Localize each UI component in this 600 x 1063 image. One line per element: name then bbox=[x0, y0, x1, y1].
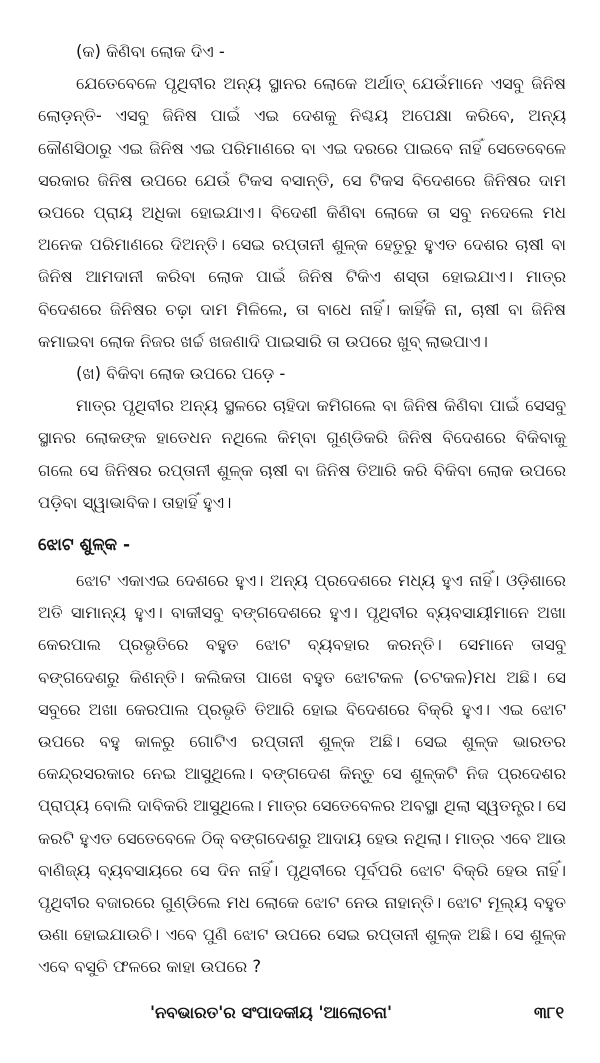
subheading-b: (ଖ) ବିକିବା ଲୋକ ଉପରେ ପଡ଼େ - bbox=[76, 364, 286, 384]
paragraph-a: ଯେତେବେଳେ ପୃଥିବୀର ଅନ୍ୟ ସ୍ଥାନର ଲୋକେ ଅର୍ଥାତ୍ ଯେଉଁମାନେ ଏସବୁ ଜିନିଷ ଲୋଡ଼ନ୍ତି- ଏସବୁ ଜିନିଷ ପାଇଁ ଏଇ ଦେଶକୁ ନିଶ୍ଚୟ ଅପେକ୍ଷା କରିବେ, ଅନ୍ୟ କୌଣସିଠାରୁ ଏଇ ଜିନିଷ ଏଇ ପରିମାଣରେ ବା ଏଇ ଦରରେ ପାଇବେ ନାହିଁ ସେତେବେଳେ ସରକାର ଜିନିଷ ଉପରେ ଯେଉଁ ଟିକସ ବସାନ୍ତି, ସେ ଟିକସ ବିଦେଶରେ ଜିନିଷର ଦାମ ଉପରେ ପ୍ରାୟ ଅଧିକା ହୋଇଯାଏ। ବିଦେଶୀ କିଣିବା ଲୋକେ ତା ସବୁ ନଦେଲେ ମଧ ଅନେକ ପରିମାଣରେ ଦିଅନ୍ତି। ସେଇ ରପ୍ତାନୀ ଶୁଳ୍କ ହେତୁରୁ ହୁଏତ ଦେଶର ଚାଷୀ ବା ଜିନିଷ ଆମଦାନୀ କରିବା ଲୋକ ପାଇଁ ଜିନିଷ ଟିକିଏ ଶସ୍ତା ହୋଇଯାଏ। ମାତ୍ର ବିଦେଶରେ ଜିନିଷର ଚଢ଼ା ଦାମ ମିଳିଲେ, ତା ବାଧେ ନାହିଁ। କାହିଁକି ନା, ଚାଷୀ ବା ଜିନିଷ କମାଇବା ଲୋକ ନିଜର ଖର୍ଚ୍ଚ ଖଜଣାଦି ପାଇସାରି ତା ଉପରେ ଖୁବ୍ ଲାଭପାଏ। bbox=[38, 74, 566, 351]
page-number: ୩୮୧ bbox=[534, 1003, 564, 1022]
main-text bbox=[38, 36, 566, 984]
subheading-a: (କ) କିଣିବା ଲୋକ ଦିଏ - bbox=[76, 42, 225, 61]
page-footer bbox=[0, 1003, 600, 1037]
footer-title: 'ନବଭାରତ'ର ସଂପାଦକୀୟ 'ଆଲୋଚନା' bbox=[150, 1003, 392, 1022]
section-heading-jute-tax: ଝୋଟ ଶୁଳ୍କ - bbox=[38, 535, 131, 556]
paragraph-jute: ଝୋଟ ଏକାଏଇ ଦେଶରେ ହୁଏ। ଅନ୍ୟ ପ୍ରଦେଶରେ ମଧ୍ୟ ହୁଏ ନାହିଁ। ଓଡ଼ିଶାରେ ଅତି ସାମାନ୍ୟ ହୁଏ। ବାକୀସବୁ ବଙ୍ଗଦେଶରେ ହୁଏ। ପୃଥିବୀର ବ୍ୟବସାୟୀମାନେ ଅଖା କେରପାଲ ପ୍ରଭୃତିରେ ବହୁତ ଝୋଟ ବ୍ୟବହାର କରନ୍ତି। ସେମାନେ ତାସବୁ ବଙ୍ଗଦେଶରୁ କିଣନ୍ତି। କଲିକତା ପାଖେ ବହୁତ ଝୋଟକଳ (ଚଟକଳ)ମଧ ଅଛି। ସେ ସବୁରେ ଅଖା କେରପାଲ ପ୍ରଭୃତି ତିଆରି ହୋଇ ବିଦେଶରେ ବିକ୍ରି ହୁଏ। ଏଇ ଝୋଟ ଉପରେ ବହୁ କାଳରୁ ଗୋଟିଏ ରପ୍ତାନୀ ଶୁଳ୍କ ଅଛି। ସେଇ ଶୁଳ୍କ ଭାରତର କେନ୍ଦ୍ରସରକାର ନେଇ ଆସୁଥିଲେ। ବଙ୍ଗଦେଶ କିନ୍ତୁ ସେ ଶୁଳ୍କଟି ନିଜ ପ୍ରଦେଶର ପ୍ରାପ୍ୟ ବୋଲି ଦାବିକରି ଆସୁଥିଲେ। ମାତ୍ର ସେତେବେଳର ଅବସ୍ଥା ଥିଲା ସ୍ୱତନ୍ତ୍ର। ସେ କରଟି ହୁଏତ ସେତେବେଳେ ଠିକ୍ ବଙ୍ଗଦେଶରୁ ଆଦାୟ ହେଉ ନଥିଲା। ମାତ୍ର ଏବେ ଆଉ ବାଣିଜ୍ୟ ବ୍ୟବସାୟରେ ସେ ଦିନ ନାହିଁ। ପୃଥିବୀରେ ପୂର୍ବପରି ଝୋଟ ବିକ୍ରି ହେଉ ନାହିଁ। ପୃଥିବୀର ବଜାରରେ ଗୁଣ୍ଡିଲେ ମଧ ଲୋକେ ଝୋଟ ନେଉ ନାହାନ୍ତି। ଝୋଟ ମୂଲ୍ୟ ବହୁତ ଊଣା ହୋଇଯାଉଚି। ଏବେ ପୁଣି ଝୋଟ ଉପରେ ସେଇ ରପ୍ତାନୀ ଶୁଳ୍କ ଅଛି। ସେ ଶୁଳ୍କ ଏବେ ବସୁଚି ଫଳରେ କାହା ଉପରେ ? bbox=[38, 571, 566, 977]
paragraph-b: ମାତ୍ର ପୃଥିବୀର ଅନ୍ୟ ସ୍ଥଳରେ ଚାହିଦା କମିଗଲେ ବା ଜିନିଷ କିଣିବା ପାଇଁ ସେସବୁ ସ୍ଥାନର ଲୋକଙ୍କ ହାତେଧନ ନଥିଲେ କିମ୍ବା ଗୁଣ୍ଡିକରି ଜିନିଷ ବିଦେଶରେ ବିକିବାକୁ ଗଲେ ସେ ଜିନିଷର ରପ୍ତାନୀ ଶୁଳ୍କ ଚାଷୀ ବା ଜିନିଷ ତିଆରି କରି ବିକିବା ଲୋକ ଉପରେ ପଡ଼ିବା ସ୍ୱାଭାବିକ। ତାହାହିଁ ହୁଏ। bbox=[38, 396, 566, 512]
